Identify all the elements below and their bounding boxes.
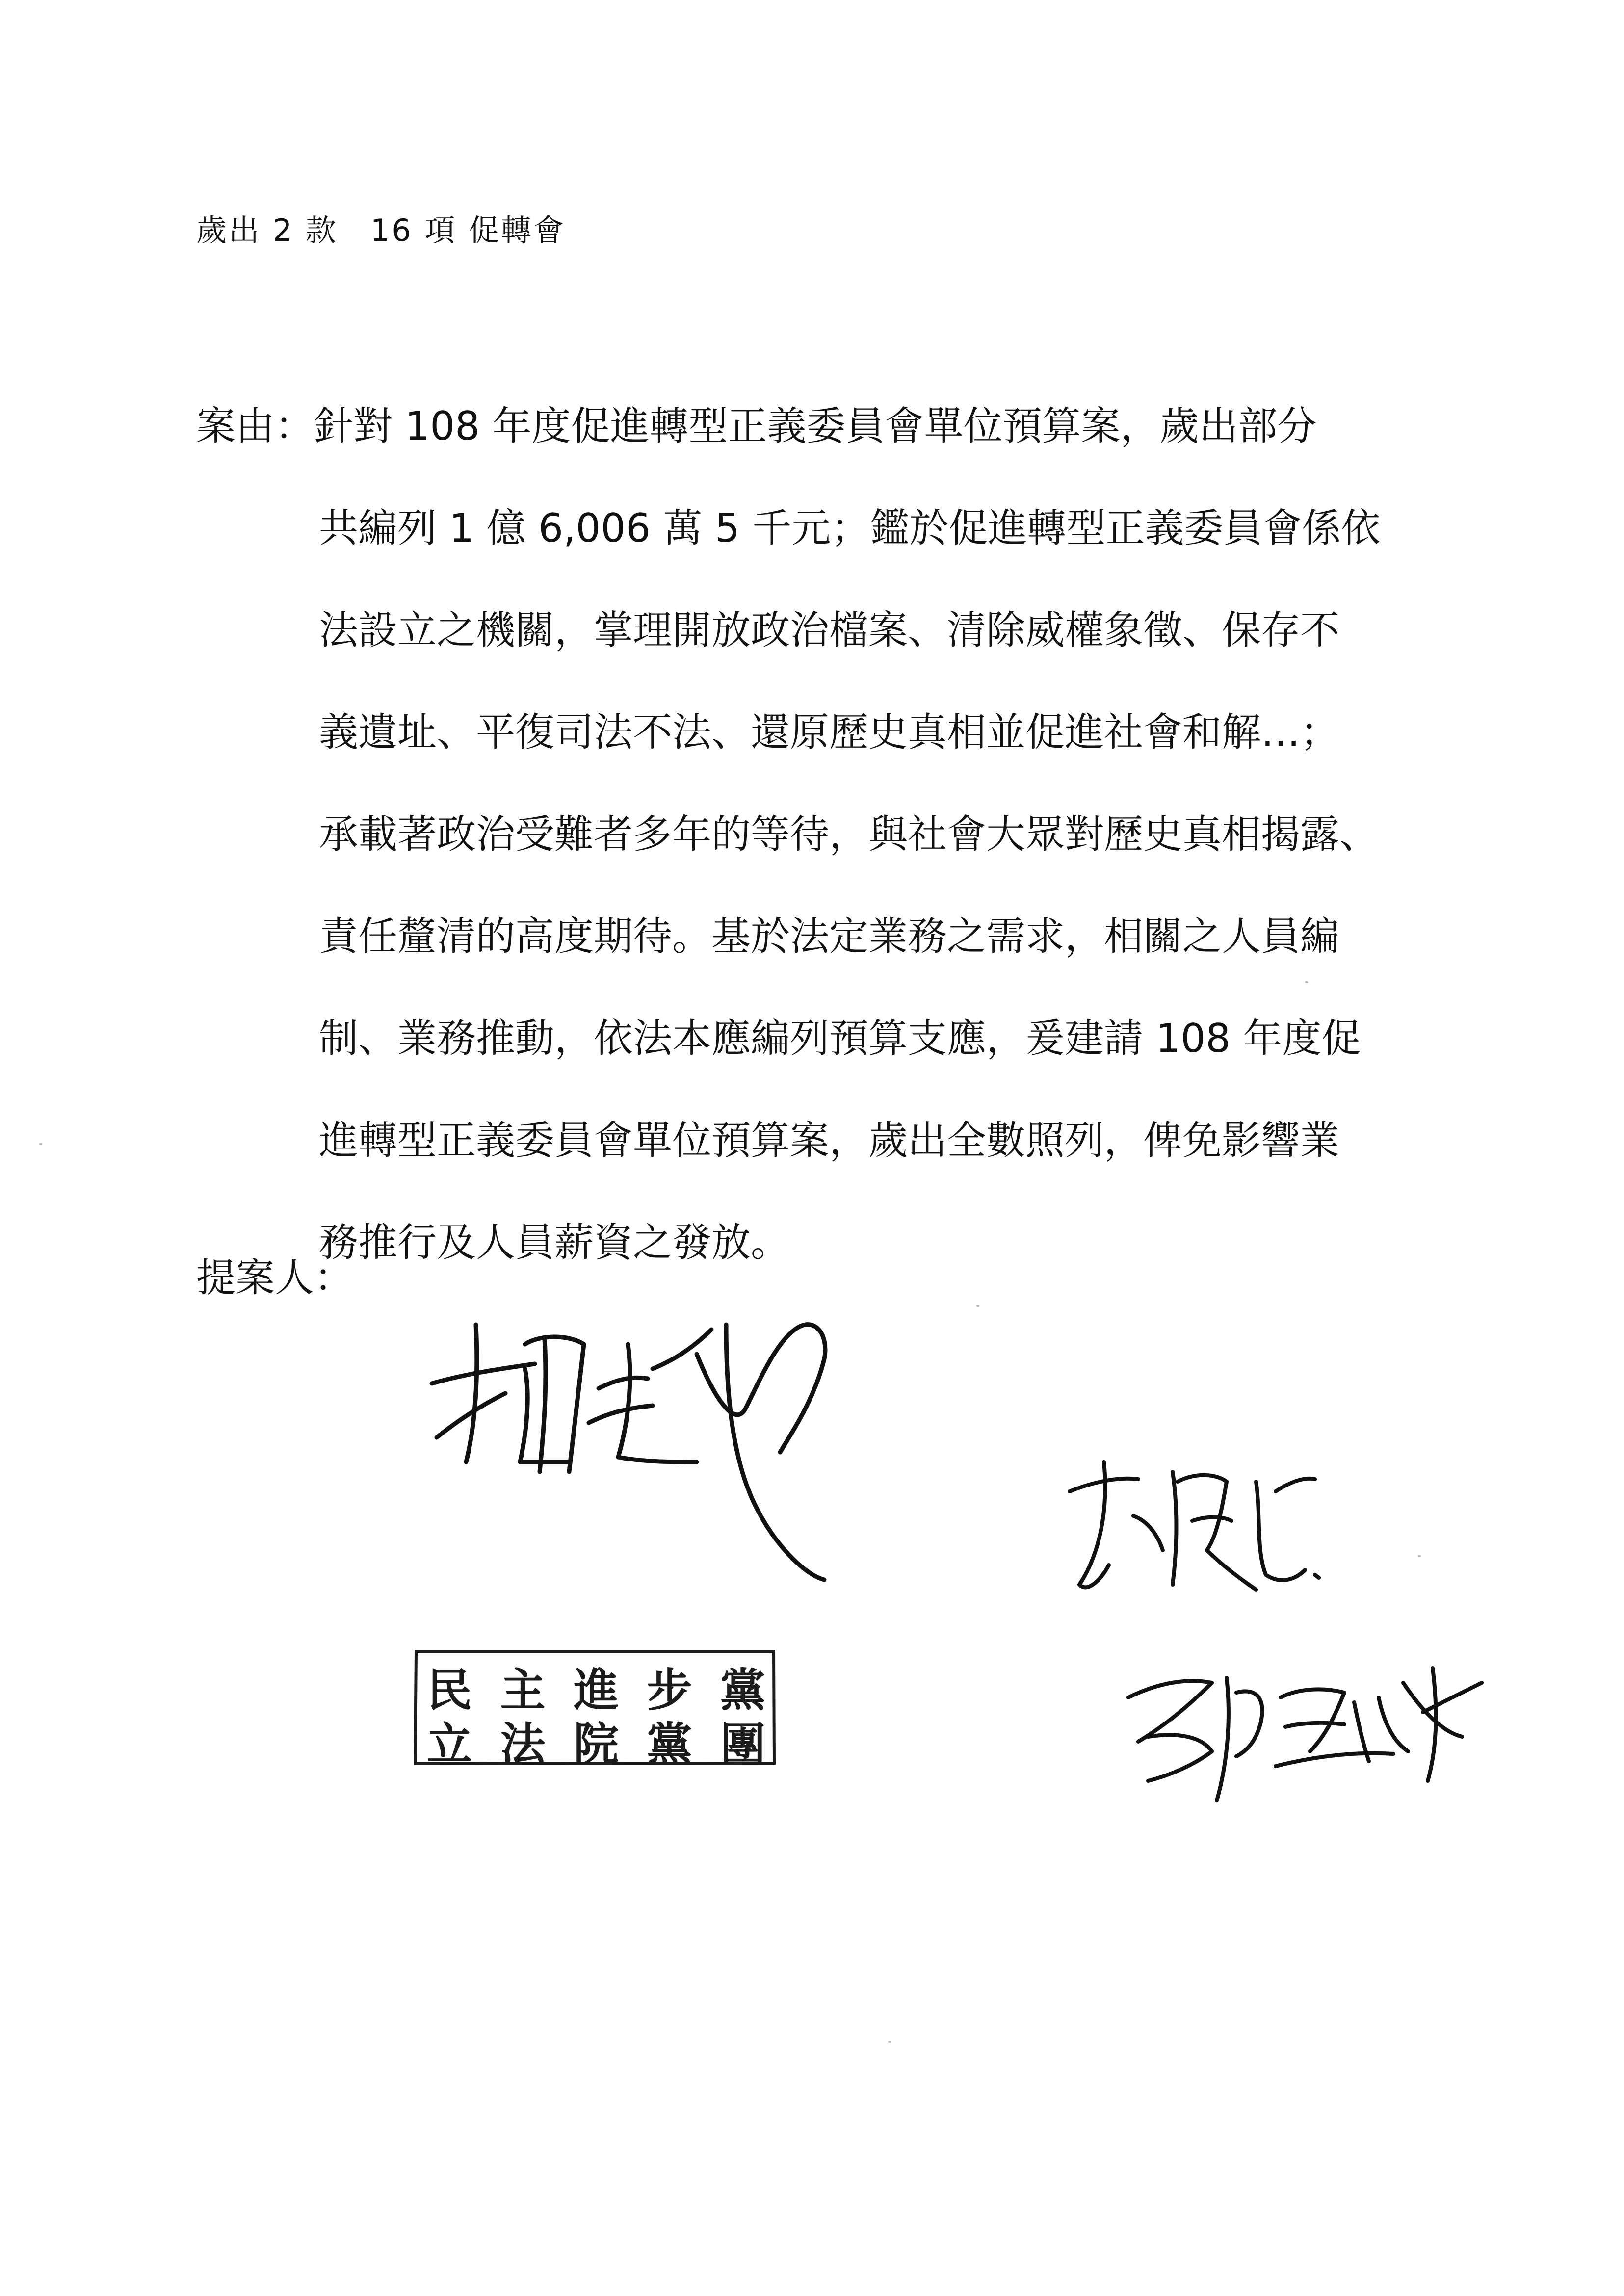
signature-3 [1119,1653,1492,1815]
case-reason-label: 案由： [196,403,314,449]
scan-speck [39,1143,42,1145]
party-seal-stamp [412,1648,778,1771]
case-reason-first-line [196,375,1452,477]
case-reason-line: 進轉型正義委員會單位預算案，歲出全數照列，俾免影響業 [319,1118,1339,1163]
case-reason-line: 共編列 1 億 6,006 萬 5 千元；鑑於促進轉型正義委員會係依 [319,505,1381,551]
stamp-char: 步 [647,1664,692,1717]
stamp-char: 民 [427,1664,472,1717]
stamp-char: 團 [720,1718,765,1771]
case-reason-line: 法設立之機關，掌理開放政治檔案、清除威權象徵、保存不 [319,607,1339,653]
case-reason-line: 責任釐清的高度期待。基於法定業務之需求，相關之人員編 [319,913,1339,959]
proposer-label: 提案人： [196,1255,353,1301]
stamp-row-2 [427,1708,765,1773]
stamp-char: 法 [500,1718,546,1771]
case-reason-continuation [196,477,1452,1294]
case-reason-line: 義遺址、平復司法不法、還原歷史真相並促進社會和解…； [319,709,1339,755]
case-reason-line: 針對 108 年度促進轉型正義委員會單位預算案，歲出部分 [314,403,1317,449]
stamp-char: 進 [573,1664,619,1717]
case-reason-line: 制、業務推動，依法本應編列預算支應，爰建請 108 年度促 [319,1016,1361,1061]
stamp-char: 黨 [647,1718,692,1771]
budget-item-header: 歲出 2 款 16 項 促轉會 [196,212,566,248]
scan-speck [1418,1555,1421,1557]
stamp-char: 主 [500,1664,546,1717]
case-reason-line: 承載著政治受難者多年的等待，與社會大眾對歷史真相揭露、 [319,811,1379,857]
scan-speck [888,2041,891,2043]
case-reason-block [196,375,1452,1294]
stamp-char: 立 [427,1718,472,1771]
case-reason-line: 務推行及人員薪資之發放。 [319,1220,790,1265]
scan-speck [976,1305,979,1307]
stamp-char: 院 [573,1718,619,1771]
stamp-char: 黨 [720,1664,765,1717]
signature-1 [422,1315,864,1590]
scan-speck [1305,981,1308,983]
signature-2 [1060,1452,1335,1609]
